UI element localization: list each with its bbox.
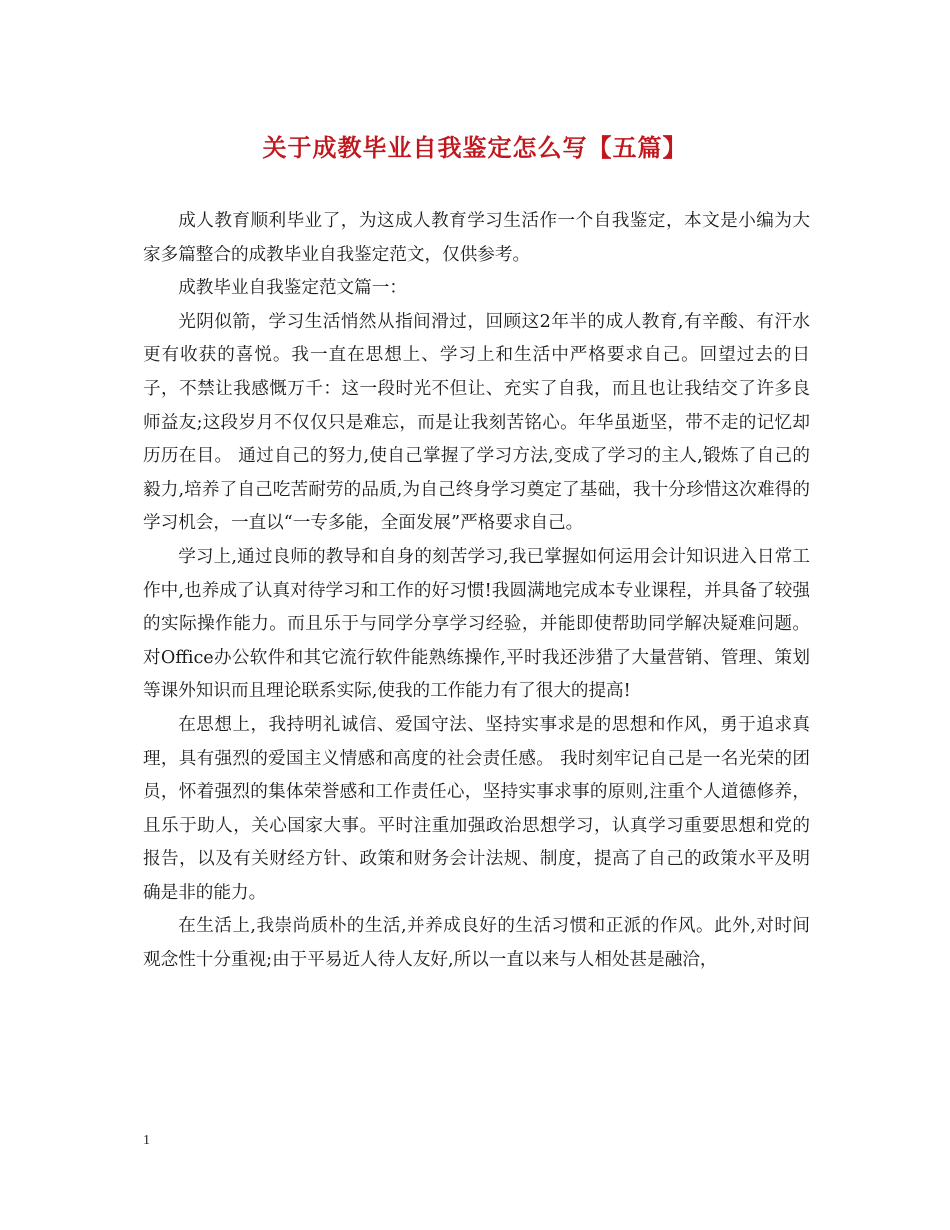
paragraph-intro: 成人教育顺利毕业了，为这成人教育学习生活作一个自我鉴定，本文是小编为大家多篇整合的成教毕业自我鉴定范文，仅供参考。 xyxy=(143,211,810,265)
paragraph-study: 学习上,通过良师的教导和自身的刻苦学习,我已掌握如何运用会计知识进入日常工作中,也养成了认真对待学习和工作的好习惯!我圆满地完成本专业课程，并具备了较强的实际操作能力。而且乐于与同学分享学习经验，并能即使帮助同学解决疑难问题。对Office办公软件和其它流行软件能熟练操作,平时我还涉猎了大量营销、管理、策划等课外知识而且理论联系实际,使我的工作能力有了很大的提高! xyxy=(143,546,810,702)
document-body xyxy=(143,205,810,978)
paragraph-reflection: 光阴似箭，学习生活悄然从指间滑过，回顾这2年半的成人教育,有辛酸、有汗水更有收获的喜悦。我一直在思想上、学习上和生活中严格要求自己。回望过去的日子，不禁让我感慨万千：这一段时光不但让、充实了自我，而且也让我结交了许多良师益友;这段岁月不仅仅只是难忘，而是让我刻苦铭心。年华虽逝坚，带不走的记忆却历历在目。 通过自己的努力,使自己掌握了学习方法,变成了学习的主人,锻炼了自己的毅力,培养了自己吃苦耐劳的品质,为自己终身学习奠定了基础，我十分珍惜这次难得的学习机会，一直以“一专多能，全面发展”严格要求自己。 xyxy=(143,311,810,534)
paragraph-section-heading: 成教毕业自我鉴定范文篇一： xyxy=(178,278,407,299)
paragraph-thought: 在思想上，我持明礼诚信、爱国守法、坚持实事求是的思想和作风，勇于追求真理，具有强烈的爱国主义情感和高度的社会责任感。 我时刻牢记自己是一名光荣的团员，怀着强烈的集体荣誉感和工作责任心，坚持实事求事的原则,注重个人道德修养，且乐于助人，关心国家大事。平时注重加强政治思想学习，认真学习重要思想和党的报告，以及有关财经方针、政策和财务会计法规、制度，提高了自己的政策水平及明确是非的能力。 xyxy=(143,714,810,903)
page-number: 1 xyxy=(143,1133,150,1148)
document-title: 关于成教毕业自我鉴定怎么写【五篇】 xyxy=(262,133,688,162)
paragraph-life: 在生活上,我崇尚质朴的生活,并养成良好的生活习惯和正派的作风。此外,对时间观念性十分重视;由于平易近人待人友好,所以一直以来与人相处甚是融洽， xyxy=(143,916,810,971)
